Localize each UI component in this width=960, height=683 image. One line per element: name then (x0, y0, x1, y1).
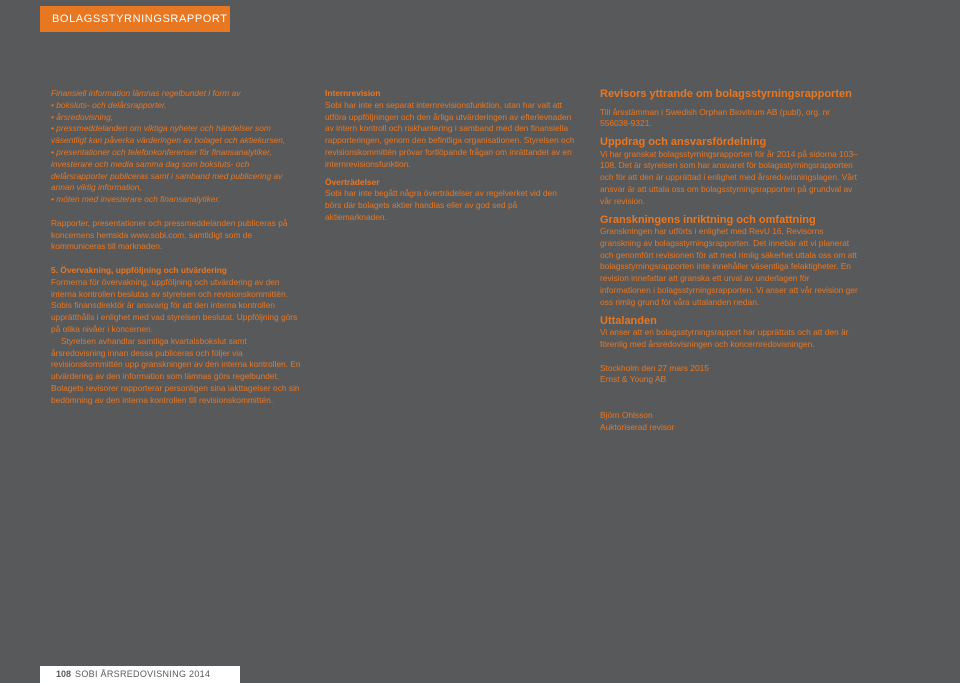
intro-text: Finansiell information lämnas regelbundet i form av (51, 88, 241, 98)
audit-firm: Ernst & Young AB (600, 374, 667, 385)
column-right (600, 88, 860, 433)
section-heading: 5. Övervakning, uppföljning och utvärdering (51, 264, 227, 275)
granskning-text: Granskningen har utförts i enlighet med RevU 16, Revisorns granskning av bolagsstyrningsrapporten. Det innebär att vi planerat och genomfört revisionen för att med rimlig säkerhet uttala oss om att bolagsstyrningsrapporten inte innehåller väsentliga felaktigheter. En revision innefattar att granska ett urval av underlagen för informationen i bolagsstyrningsrapporten. Vi anser att vår revision ger oss rimlig grund för våra uttalanden nedan. (600, 226, 858, 307)
page-number: 108 (56, 669, 72, 679)
place-date: Stockholm den 27 mars 2015 (600, 362, 709, 373)
uttalanden-text: Vi anser att en bolagsstyrningsrapport har upprättats och att den är förenlig med årsredovisningen och koncernredovisningen. (600, 327, 849, 349)
section-paragraph: Formerna för övervakning, uppföljning och utvärdering av den interna kontrollen beslutas av styrelsen och revisionskommittén. Sobis finansdirektör är ansvarig för att den interna kontrollen upprätthålls i enlighet med vad styrelsen beslutat. Uppföljning görs på olika nivåer i koncernen. (51, 276, 298, 334)
column-left (51, 88, 303, 407)
overtradelser-text: Sobi har inte begått några överträdelser av regelverket vid den börs där bolagets aktier handlas eller av god sed på aktiemarknaden. (325, 188, 557, 222)
bullet-item: • presentationer och telefonkonferenser för finansanalytiker, investerare och media samma dag som boksluts- och delårsrapporter publiceras samt i samband med publicering av annan viktig information, (51, 147, 303, 194)
internrevision-text: Sobi har inte en separat internrevisionsfunktion, utan har valt att utföra uppföljningen och den årliga utvärderingen av efterlevnaden av intern kontroll och riskhantering i samband med den finansiella rapporteringen, genom den befintliga organisationen. Styrelsen och revisionskommittén prövar fortlöpande frågan om inrättandet av en internrevisionsfunktion. (325, 99, 575, 169)
bullet-item: • årsredovisning, (51, 112, 303, 124)
heading-revisors-yttrande: Revisors yttrande om bolagsstyrningsrapporten (600, 88, 852, 100)
signer-title: Auktoriserad revisor (600, 421, 675, 432)
heading-overtradelser: Överträdelser (325, 176, 380, 187)
heading-uppdrag: Uppdrag och ansvarsfördelning (600, 136, 767, 149)
bullet-item: • möten med investerare och finansanalytiker. (51, 194, 303, 206)
heading-granskning: Granskningens inriktning och omfattning (600, 213, 816, 226)
signer-name: Björn Ohlsson (600, 409, 653, 420)
column-middle (325, 88, 575, 224)
page-section-title: BOLAGSSTYRNINGSRAPPORT (40, 6, 230, 32)
bullet-item: • pressmeddelanden om viktiga nyheter och händelser som väsentligt kan påverka värderingen av bolaget och aktiekursen, (51, 123, 303, 147)
heading-internrevision: Internrevision (325, 88, 381, 98)
bullet-item: • boksluts- och delårsrapporter, (51, 100, 303, 112)
heading-uttalanden: Uttalanden (600, 314, 657, 327)
report-title: SOBI ÅRSREDOVISNING 2014 (75, 669, 211, 679)
page-footer (40, 666, 240, 683)
section-paragraph: Styrelsen avhandlar samtliga kvartalsbokslut samt årsredovisning innan dessa publiceras och följer via revisionskommittén upp granskningen av den interna kontrollen. En utvärdering av den information som lämnas görs regelbundet. Bolagets revisorer rapporterar personligen sina iakttagelser och sin bedömning av den interna kontrollen till revisionskommittén. (51, 335, 301, 405)
revisor-intro-text: Till årsstämman i Swedish Orphan Biovitrum AB (publ), org. nr 556038-9321. (600, 106, 831, 129)
uppdrag-text: Vi har granskat bolagsstyrningsrapporten för år 2014 på sidorna 103–108. Det är styrelsen som har ansvaret för bolagsstyrningsrapporten och för att den är upprättad i enlighet med årsredovisningslagen. Vårt ansvar är att uttala oss om bolagsstyrningsrapporten på grundval av vår revision. (600, 148, 858, 206)
publication-paragraph: Rapporter, presentationer och pressmeddelanden publiceras på koncernens hemsida www.sobi.com, samtidigt som de kommuniceras till marknaden. (51, 217, 288, 252)
